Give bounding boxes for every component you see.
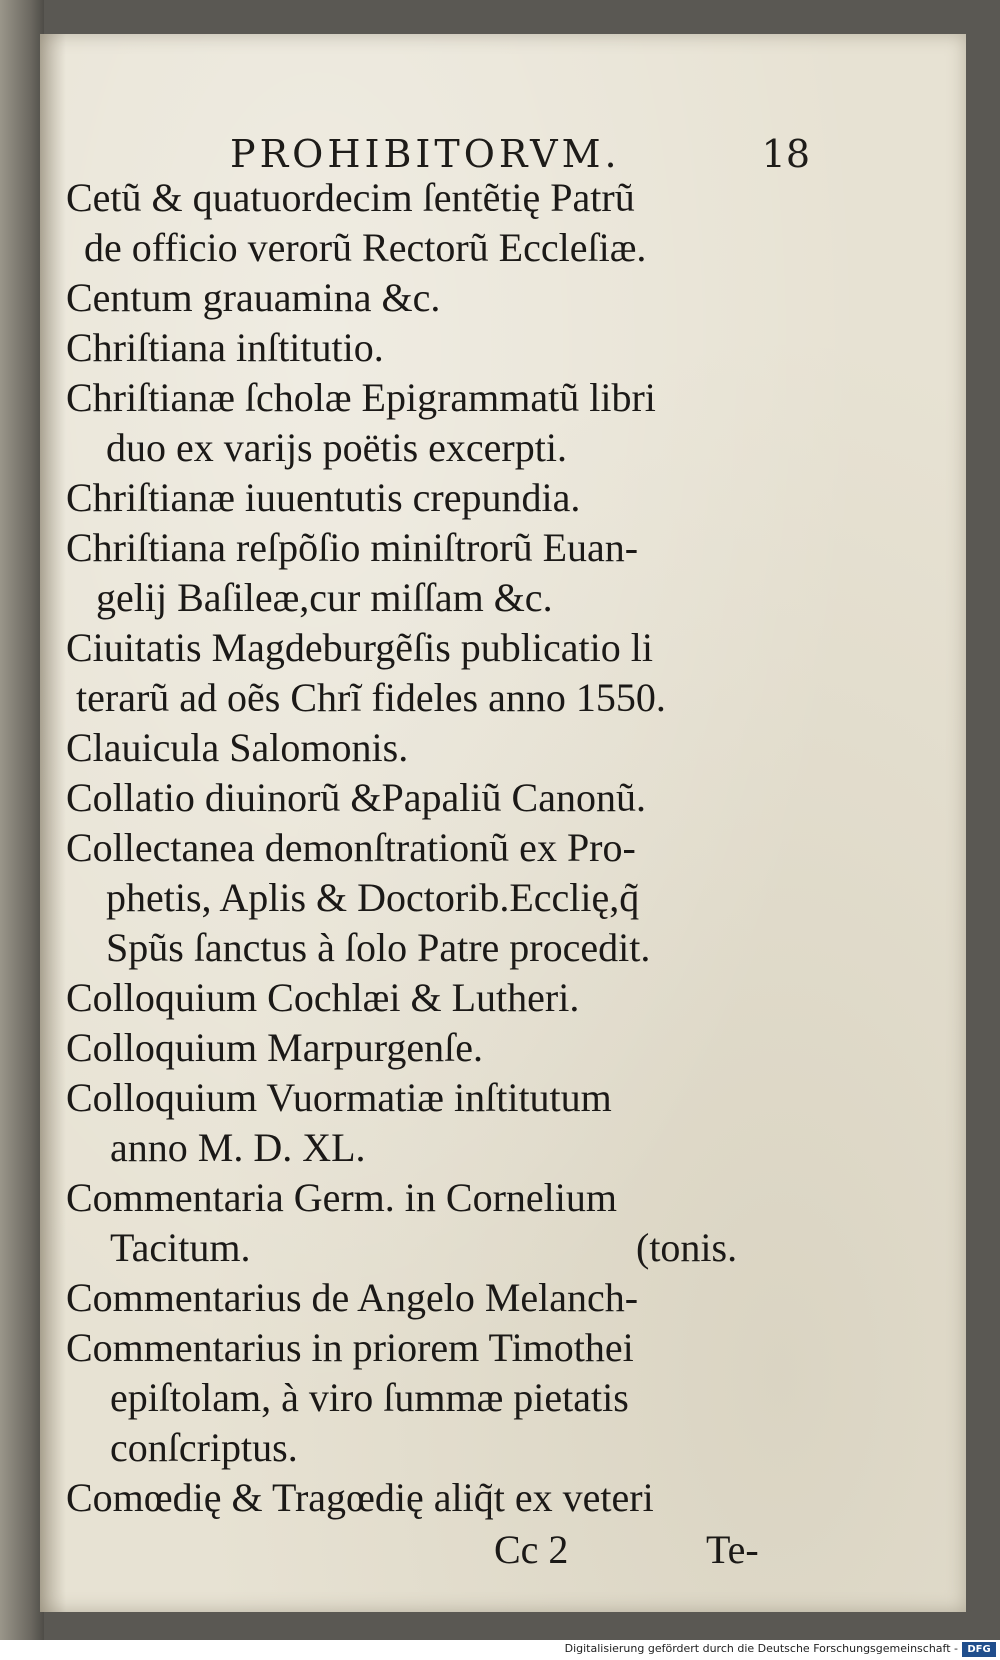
entry-line: Spũs ſanctus à ſolo Patre procedit.: [106, 925, 651, 970]
entry-line: anno M. D. XL.: [110, 1125, 366, 1170]
entry-line: conſcriptus.: [110, 1425, 298, 1470]
entry-line-continuation: (tonis.: [636, 1225, 738, 1270]
entry-line: epiſtolam, à viro ſummæ pietatis: [110, 1375, 629, 1420]
folio-number: 18: [761, 132, 810, 176]
entry-line: Comœdię & Tragœdię aliq̃t ex veteri: [66, 1475, 654, 1520]
entry-line: Colloquium Marpurgenſe.: [66, 1025, 483, 1070]
scan-background: [0, 0, 44, 1660]
entry-line: Collatio diuinorũ &Papaliũ Canonũ.: [66, 775, 646, 820]
funding-credit: Digitalisierung gefördert durch die Deutsche Forschungsgemeinschaft -: [564, 1642, 958, 1655]
book-page: [40, 34, 966, 1612]
entry-line: Commentarius in priorem Timothei: [66, 1325, 634, 1370]
entry-line: Centum grauamina &c.: [66, 275, 441, 320]
entry-line: Chriſtianæ iuuentutis crepundia.: [66, 475, 581, 520]
entry-line: gelij Baſileæ,cur miſſam &c.: [96, 575, 553, 620]
index-entries: [40, 34, 966, 1612]
entry-line: Commentarius de Angelo Melanch-: [66, 1275, 639, 1320]
entry-line: Collectanea demonſtrationũ ex Pro-: [66, 825, 636, 870]
dfg-logo: DFG: [962, 1642, 996, 1657]
entry-line: Cetũ & quatuordecim ſentẽtię Patrũ: [66, 175, 635, 220]
entry-line: Tacitum.: [110, 1225, 251, 1270]
entry-line: Colloquium Vuormatiæ inſtitutum: [66, 1075, 612, 1120]
entry-line: Chriſtianæ ſcholæ Epigrammatũ libri: [66, 375, 656, 420]
entry-line: Colloquium Cochlæi & Lutheri.: [66, 975, 580, 1020]
entry-line: Clauicula Salomonis.: [66, 725, 409, 770]
entry-line: phetis, Aplis & Doctorib.Ecclię,q̃: [106, 875, 640, 920]
entry-line: Chriſtiana reſpõſio miniſtrorũ Euan-: [66, 525, 639, 570]
entry-line: Chriſtiana inſtitutio.: [66, 325, 384, 370]
entry-line: duo ex varijs poëtis excerpti.: [106, 425, 567, 470]
signature-mark: Cc 2: [494, 1527, 569, 1572]
running-title: PROHIBITORVM.: [230, 132, 621, 176]
catchword: Te-: [706, 1527, 759, 1572]
entry-line: terarũ ad oẽs Chrĩ fideles anno 1550.: [76, 675, 666, 720]
entry-line: de officio verorũ Rectorũ Eccleſiæ.: [84, 225, 647, 270]
entry-line: Commentaria Germ. in Cornelium: [66, 1175, 617, 1220]
entry-line: Ciuitatis Magdeburgẽſis publicatio li: [66, 625, 653, 670]
